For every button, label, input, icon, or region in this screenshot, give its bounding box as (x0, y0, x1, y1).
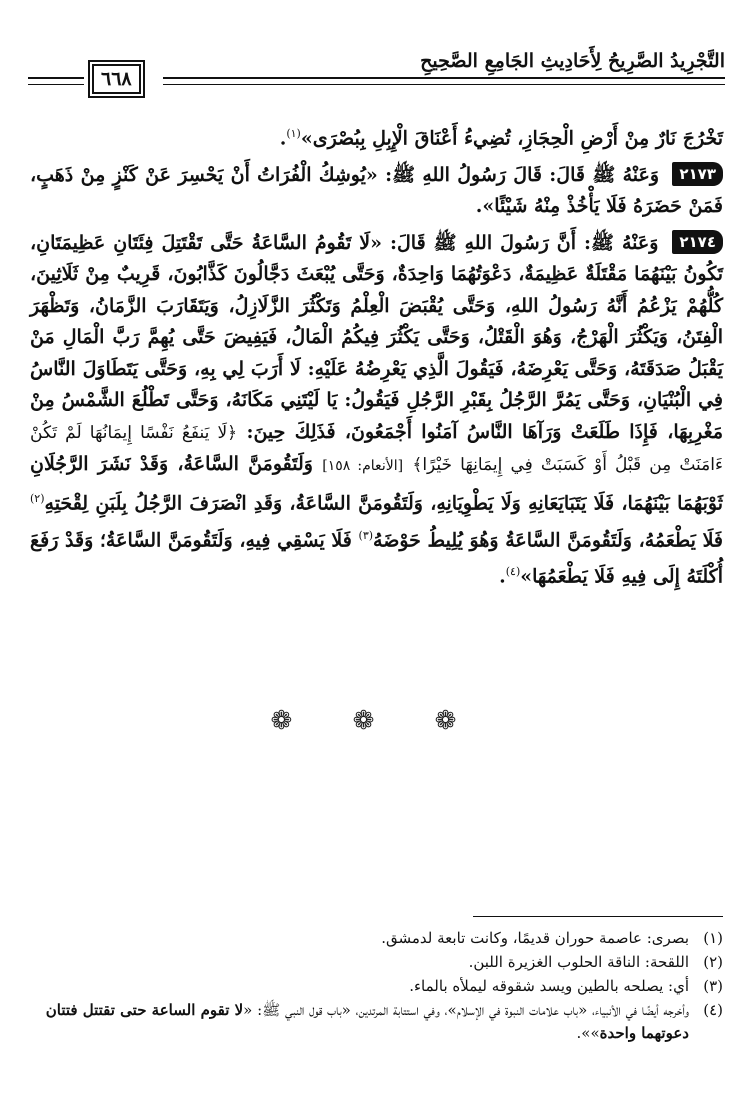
page-header (28, 40, 725, 110)
header-rule-thin (163, 84, 725, 85)
footnote-number: (٢) (703, 953, 723, 971)
quran-reference: [الأنعام: ١٥٨] (322, 458, 404, 475)
footnote-marker: (٢) (30, 491, 45, 505)
paragraph-continuation (30, 118, 723, 155)
hadith-text: وَعَنْهُ ﷺ قَالَ: قَالَ رَسُولُ اللهِ ﷺ: «يُوشِكُ الْفُرَاتُ أَنْ يَحْسِرَ عَنْ كَنْزٍ مِنْ ذَهَبٍ، فَمَنْ حَضَرَهُ فَلَا يَأْخُذْ مِنْهُ شَيْئًا». (30, 163, 723, 218)
footnote-marker: (١) (286, 127, 301, 140)
hadith-2173 (30, 160, 723, 223)
hadith-text: تَخْرُجَ نَارٌ مِنْ أَرْضِ الْحِجَازِ، تُضِيءُ أَعْنَاقَ الْإِبِلِ بِبُصْرَى» (300, 127, 723, 150)
header-rule-left-thin (28, 84, 84, 85)
footnote-text: اللقحة: الناقة الحلوب الغزيرة اللبن. (468, 953, 689, 971)
footnote-number: (١) (703, 929, 723, 947)
sentence-end: . (499, 565, 506, 588)
footnote-item (30, 999, 723, 1045)
footnote-text: بصرى: عاصمة حوران قديمًا، وكانت تابعة لدمشق. (381, 929, 689, 947)
hadith-text-cont: فَلَا يَسْقِي فِيهِ، وَلَتَقُومَنَّ السَّاعَةُ؛ وَقَدْ رَفَعَ أُكْلَتَهُ إِلَى فِيهِ فَلَا يَطْعَمُهَا» (30, 528, 723, 588)
quran-verse: ﴿لَا يَنفَعُ نَفْسًا إِيمَانُهَا لَمْ تَكُنْ ءَامَنَتْ مِن قَبْلُ أَوْ كَسَبَتْ فِي إِيمَانِهَا خَيْرًا﴾ (30, 422, 723, 476)
hadith-text-cont: وَلَتَقُومَنَّ السَّاعَةُ، وَقَدْ نَشَرَ الرَّجُلَانِ ثَوْبَهُمَا بَيْنَهُمَا، فَلَا يَتَبَايَعَانِهِ وَلَا يَطْوِيَانِهِ، وَلَتَقُومَنَّ السَّاعَةُ، وَقَدِ انْصَرَفَ الرَّجُلُ بِلَبَنِ لِقْحَتِهِ (30, 453, 723, 515)
footnote-bold-quote: لا تقوم الساعة حتى تقتتل فتتان دعوتهما واحدة (45, 1001, 689, 1042)
header-rule (163, 77, 725, 79)
footnote-item (30, 951, 723, 974)
hadith-number-badge: ٢١٧٤ (672, 230, 723, 254)
footnote-item (30, 975, 723, 998)
ornament-divider: ❁ ❁ ❁ (270, 706, 483, 736)
hadith-number-badge: ٢١٧٣ (672, 162, 723, 186)
footnote-text: أي: يصلحه بالطين ويسد شقوقه ليملأه بالماء. (409, 977, 689, 995)
footnote-number: (٣) (703, 977, 723, 995)
footnote-number: (٤) (703, 1001, 723, 1019)
running-title: التَّجْرِيدُ الصَّرِيحُ لِأَحَادِيثِ الجَامِعِ الصَّحِيحِ (420, 50, 725, 72)
header-rule-left (28, 77, 84, 79)
page-number: ٦٦٨ (92, 64, 141, 94)
footnote-marker: (٤) (505, 565, 521, 579)
main-text (30, 118, 723, 598)
footnote-item (30, 927, 723, 950)
hadith-text: وَعَنْهُ ﷺ: أَنَّ رَسُولَ اللهِ ﷺ قَالَ: «لَا تَقُومُ السَّاعَةُ حَتَّى تَقْتَتِلَ فِئَتَانِ عَظِيمَتَانِ، تَكُونُ بَيْنَهُمَا مَقْتَلَةٌ عَظِيمَةٌ، دَعْوَتُهُمَا وَاحِدَةٌ، وَحَتَّى يُبْعَثَ دَجَّالُونَ كَذَّابُونَ، قَرِيبٌ مِنْ ثَلَاثِينَ، كُلُّهُمْ يَزْعُمُ أَنَّهُ رَسُولُ اللهِ، وَحَتَّى يُقْبَضَ الْعِلْمُ وَتَكْثُرَ الزَّلَازِلُ، وَيَتَقَارَبَ الزَّمَانُ، وَتَظْهَرَ الْفِتَنُ، وَيَكْثُرَ الْهَرْجُ، وَهُوَ الْقَتْلُ، وَحَتَّى يَكْثُرَ فِيكُمُ الْمَالُ، فَيَفِيضَ حَتَّى يُهِمَّ رَبَّ الْمَالِ مَنْ يَقْبَلُ صَدَقَتَهُ، وَحَتَّى يَعْرِضَهُ، فَيَقُولَ الَّذِي يَعْرِضُهُ عَلَيْهِ: لَا أَرَبَ لِي بِهِ، وَحَتَّى يَتَطَاوَلَ النَّاسُ فِي الْبُنْيَانِ، وَحَتَّى يَمُرَّ الرَّجُلُ بِقَبْرِ الرَّجُلِ فَيَقُولُ: يَا لَيْتَنِي مَكَانَهُ، وَحَتَّى تَطْلُعَ الشَّمْسُ مِنْ مَغْرِبِهَا، فَإِذَا طَلَعَتْ وَرَآهَا النَّاسُ آمَنُوا أَجْمَعُونَ، فَذَلِكَ حِينَ: (30, 231, 724, 443)
sentence-end: . (279, 127, 287, 150)
footnote-text-part: وأخرجه أيضًا في الأنبياء، «باب علامات النبوة في الإسلام»، وفي استتابة المرتدين، «باب قول النبي ﷺ: « (243, 1001, 689, 1019)
hadith-2174 (30, 228, 723, 593)
footnote-text (30, 999, 689, 1045)
footnote-marker: (٣) (358, 528, 374, 542)
footnotes (30, 927, 723, 1046)
hadith-text-cont: فَلَا يَطْعَمُهُ، وَلَتَقُومَنَّ السَّاعَةُ وَهُوَ يُلِيطُ حَوْضَهُ (373, 528, 723, 551)
footnote-text-tail: »». (576, 1024, 600, 1042)
footnote-rule (473, 916, 723, 917)
